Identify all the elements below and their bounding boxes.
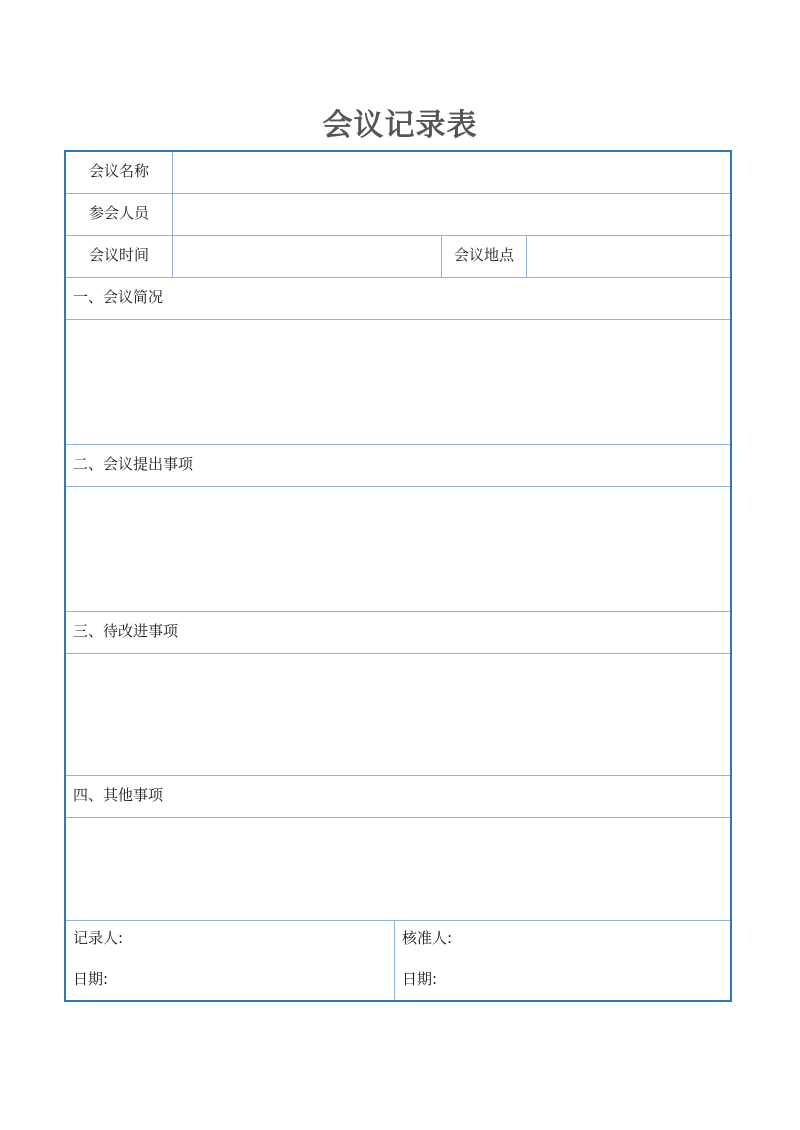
meeting-name-row (66, 152, 730, 194)
section-3-body[interactable] (66, 654, 730, 776)
recorder-cell[interactable] (66, 921, 395, 1000)
approver-label: 核准人: (402, 929, 453, 947)
meeting-time-label: 会议时间 (66, 236, 173, 277)
date-left-label: 日期: (73, 970, 109, 988)
meeting-record-form (64, 150, 732, 1002)
section-1-header (66, 278, 730, 320)
attendees-input[interactable] (173, 194, 730, 235)
section-1-title: 一、会议简况 (73, 288, 164, 306)
section-4-header (66, 776, 730, 818)
section-4-body[interactable] (66, 818, 730, 921)
section-3-header (66, 612, 730, 654)
section-1-body[interactable] (66, 320, 730, 445)
attendees-row (66, 194, 730, 236)
date-right-label: 日期: (402, 970, 438, 988)
meeting-name-input[interactable] (173, 152, 730, 193)
attendees-label: 参会人员 (66, 194, 173, 235)
meeting-time-input[interactable] (173, 236, 442, 277)
section-2-body[interactable] (66, 487, 730, 612)
section-4-title: 四、其他事项 (73, 786, 164, 804)
recorder-label: 记录人: (73, 929, 124, 947)
section-3-title: 三、待改进事项 (73, 622, 179, 640)
section-2-header (66, 445, 730, 487)
signature-row (66, 921, 730, 1000)
page-title: 会议记录表 (322, 108, 478, 143)
meeting-place-label: 会议地点 (442, 236, 527, 277)
section-2-title: 二、会议提出事项 (73, 455, 194, 473)
approver-cell[interactable] (395, 921, 730, 1000)
meeting-name-label: 会议名称 (66, 152, 173, 193)
time-place-row (66, 236, 730, 278)
meeting-place-input[interactable] (527, 236, 730, 277)
